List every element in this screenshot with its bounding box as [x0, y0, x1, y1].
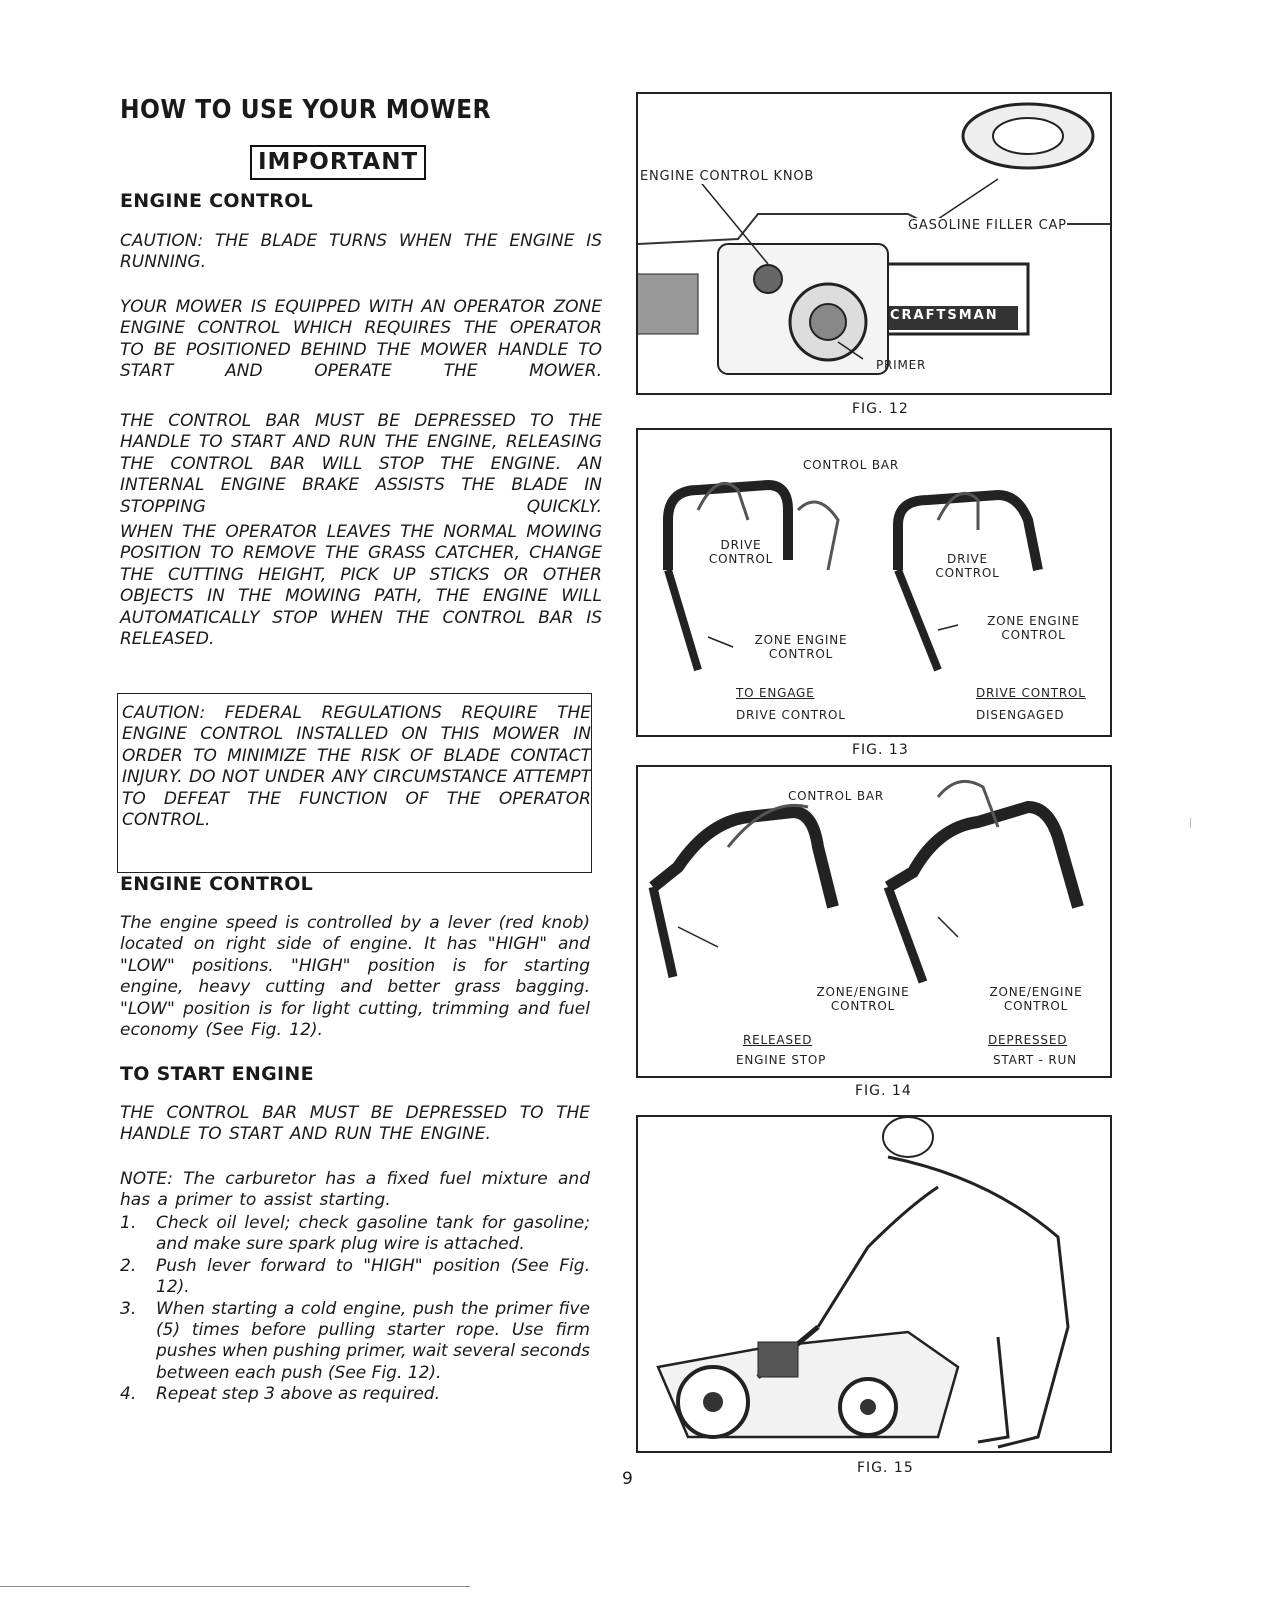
to-engage-label: TO ENGAGE: [736, 686, 815, 700]
engine-drawing: [638, 94, 1112, 395]
margin-mark: [1190, 818, 1191, 828]
zone-engine-control-right-label: ZONE ENGINE CONTROL: [976, 614, 1091, 642]
engine-stop-label: ENGINE STOP: [736, 1053, 827, 1067]
page-title: HOW TO USE YOUR MOWER: [120, 95, 492, 125]
drive-control-left-label: DRIVE CONTROL: [706, 538, 776, 566]
paragraph-operator-zone: YOUR MOWER IS EQUIPPED WITH AN OPERATOR ZONE ENGINE CONTROL WHICH REQUIRES THE OPERATOR TO BE POSITIONED BEHIND THE MOWER HANDLE TO START AND OPERATE THE MOWER.: [120, 297, 602, 382]
note-carburetor: NOTE: The carburetor has a fixed fuel mixture and has a primer to assist starting.: [120, 1169, 590, 1211]
engine-control-knob-label: ENGINE CONTROL KNOB: [640, 169, 815, 184]
fig12-engine-illustration: [636, 92, 1112, 395]
operator-drawing: [638, 1117, 1112, 1453]
section-heading-engine-control: ENGINE CONTROL: [120, 190, 314, 212]
primer-label: PRIMER: [876, 358, 927, 372]
drive-control-right2-label: DRIVE CONTROL: [976, 686, 1086, 700]
scan-edge-line: [0, 1586, 470, 1587]
start-run-label: START - RUN: [993, 1053, 1077, 1067]
left-column: [120, 95, 602, 1405]
control-bar-label-13: CONTROL BAR: [803, 458, 899, 472]
paragraph-engine-speed: The engine speed is controlled by a lever (red knob) located on right side of engine. It has "HIGH" and "LOW" positions. "HIGH" position is for starting engine, heavy cutting and better grass bagging. "LOW" position is for light cutting, trimming and fuel economy (See Fig. 12).: [120, 913, 590, 1041]
drive-control-sub-label: DRIVE CONTROL: [736, 708, 846, 722]
important-banner: IMPORTANT: [250, 145, 426, 180]
zone-engine-left-label: ZONE/ENGINE CONTROL: [788, 985, 938, 1013]
zone-engine-right-label: ZONE/ENGINE CONTROL: [976, 985, 1096, 1013]
caution-box-rule: [118, 693, 591, 694]
federal-caution-box: [117, 693, 592, 873]
fig14-caption: FIG. 14: [855, 1083, 912, 1099]
zone-engine-control-left-label: ZONE ENGINE CONTROL: [736, 633, 866, 661]
list-item: 3. When starting a cold engine, push the primer five (5) times before pulling starter rope. Use firm pushes when pushing primer, wait several seconds between each push (See Fig. 12).: [120, 1298, 590, 1383]
gasoline-filler-cap-label: GASOLINE FILLER CAP: [908, 218, 1067, 233]
depressed-label: DEPRESSED: [988, 1033, 1068, 1047]
released-label: RELEASED: [743, 1033, 813, 1047]
handle-drawing-14: [638, 767, 1112, 1078]
fig13-handle-illustration: [636, 428, 1112, 737]
fig15-operator-illustration: [636, 1115, 1112, 1453]
page-number: 9: [622, 1469, 633, 1489]
fig15-caption: FIG. 15: [857, 1460, 914, 1476]
fig13-caption: FIG. 13: [852, 742, 909, 758]
list-item: 4. Repeat step 3 above as required.: [120, 1384, 440, 1405]
control-bar-label-14: CONTROL BAR: [788, 789, 884, 803]
list-item: 2. Push lever forward to "HIGH" position (See Fig. 12).: [120, 1255, 590, 1298]
federal-caution-text: CAUTION: FEDERAL REGULATIONS REQUIRE THE ENGINE CONTROL INSTALLED ON THIS MOWER IN ORDER TO MINIMIZE THE RISK OF BLADE CONTACT INJURY. DO NOT UNDER ANY CIRCUMSTANCE ATTEMPT TO DEFEAT THE FUNCTION OF THE OPERATOR CONTROL.: [122, 703, 591, 831]
drive-control-right-label: DRIVE CONTROL: [930, 552, 1005, 580]
craftsman-brand-label: CRAFTSMAN: [890, 308, 999, 323]
list-item: 1. Check oil level; check gasoline tank for gasoline; and make sure spark plug wire is attached.: [120, 1213, 590, 1255]
paragraph-control-bar: THE CONTROL BAR MUST BE DEPRESSED TO THE HANDLE TO START AND RUN THE ENGINE, RELEASING THE CONTROL BAR WILL STOP THE ENGINE. AN INTERNAL ENGINE BRAKE ASSISTS THE BLADE IN STOPPING QUICKLY.: [120, 411, 602, 517]
section-heading-start-engine: TO START ENGINE: [120, 1063, 314, 1085]
caution-blade: CAUTION: THE BLADE TURNS WHEN THE ENGINE IS RUNNING.: [120, 231, 602, 273]
paragraph-operator-leaves: WHEN THE OPERATOR LEAVES THE NORMAL MOWING POSITION TO REMOVE THE GRASS CATCHER, CHANGE THE CUTTING HEIGHT, PICK UP STICKS OR OTHER OBJECTS IN THE MOWING PATH, THE ENGINE WILL AUTOMATICALLY STOP WHEN THE CONTROL BAR IS RELEASED.: [120, 522, 602, 650]
fig12-caption: FIG. 12: [852, 401, 909, 417]
section-heading-engine-control-2: ENGINE CONTROL: [120, 873, 314, 895]
disengaged-label: DISENGAGED: [976, 708, 1065, 722]
caution-control-bar: THE CONTROL BAR MUST BE DEPRESSED TO THE HANDLE TO START AND RUN THE ENGINE.: [120, 1103, 590, 1145]
start-steps-list: [120, 1213, 590, 1406]
fig14-control-bar-illustration: [636, 765, 1112, 1078]
